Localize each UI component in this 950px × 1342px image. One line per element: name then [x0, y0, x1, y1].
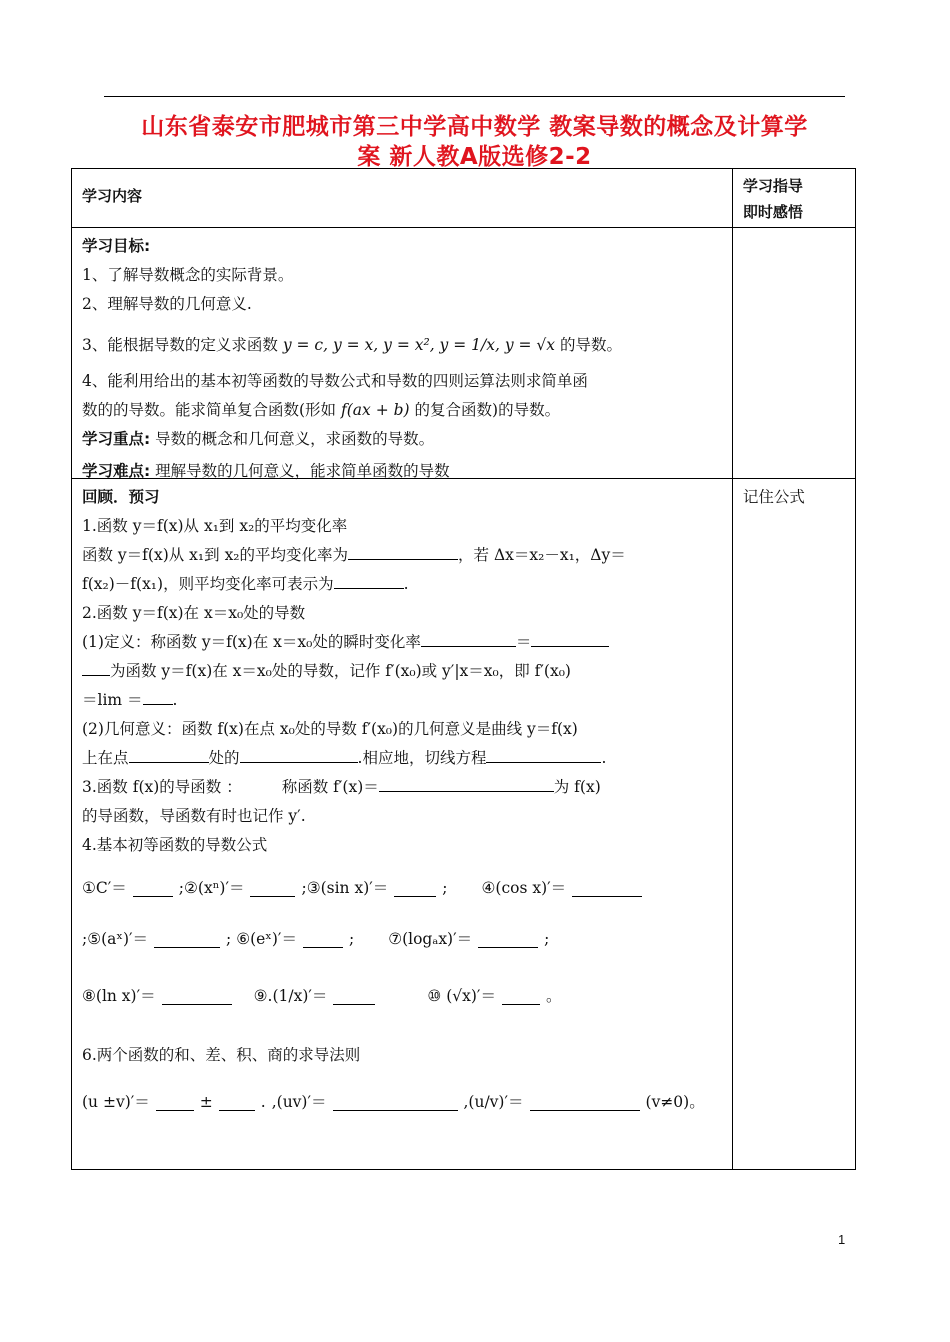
formula-9: ⑨.(1/x)′＝ — [253, 987, 328, 1005]
review-line-9a: 上在点 — [82, 749, 129, 767]
goal-3-prefix: 3、能根据导数的定义求函数 — [82, 336, 278, 354]
goal-4-formula: f(ax + b) — [341, 401, 410, 419]
review-line-7b: . — [172, 691, 178, 709]
review-line-3a: f(x₂)－f(x₁)，则平均变化率可表示为 — [82, 575, 334, 593]
review-line-2b: ，若 Δx＝x₂－x₁，Δy＝ — [458, 546, 626, 564]
review-line-2a: 函数 y＝f(x)从 x₁到 x₂的平均变化率为 — [82, 546, 349, 564]
header-right-line1: 学习指导 — [742, 177, 803, 195]
key-label: 学习重点: — [82, 430, 151, 448]
review-line-2 — [82, 541, 722, 570]
rule-sum-mid: ± — [199, 1093, 213, 1111]
goals-row — [72, 228, 856, 479]
lesson-table — [71, 168, 856, 1170]
goal-2: 2、理解导数的几何意义. — [82, 295, 252, 313]
blank-f1 — [133, 880, 173, 897]
blank-tangent — [486, 746, 601, 763]
review-line-9b: 处的 — [208, 749, 240, 767]
review-line-11: 的导函数，导函数有时也记作 y′. — [82, 807, 306, 825]
blank-rule-product — [333, 1094, 458, 1111]
formula-7-end: ; — [544, 930, 550, 948]
difficulty-text: 理解导数的几何意义，能求简单函数的导数 — [155, 462, 450, 480]
header-rule — [104, 96, 845, 97]
review-line-6 — [82, 657, 722, 686]
formula-row-3 — [82, 982, 722, 1011]
blank-avg-rate — [348, 543, 458, 560]
review-line-4: 2.函数 y＝f(x)在 x＝x₀处的导数 — [82, 604, 306, 622]
review-line-10b: 称函数 f′(x)＝ — [281, 778, 379, 796]
formula-row-1 — [82, 874, 722, 903]
table-header-row — [72, 169, 856, 228]
review-line-6a: 为函数 y＝f(x)在 x＝x₀处的导数，记作 f′(x₀)或 y′|x＝x₀，即 f′(x₀) — [110, 662, 571, 680]
review-line-5b: ＝ — [515, 633, 532, 651]
formula-5: ;⑤(aˣ)′＝ — [82, 930, 149, 948]
blank-limit-cont — [82, 659, 110, 676]
key-text: 导数的概念和几何意义，求函数的导数。 — [155, 430, 435, 448]
review-line-13: 6.两个函数的和、差、积、商的求导法则 — [82, 1046, 361, 1064]
review-cell — [72, 479, 732, 1169]
review-line-10a: 3.函数 f(x)的导函数 ： — [82, 778, 242, 796]
blank-instant-rate — [421, 630, 516, 647]
formula-7: ⑦(logₐx)′＝ — [388, 930, 473, 948]
goals-cell — [72, 228, 732, 478]
review-line-9c: .相应地，切线方程 — [357, 749, 487, 767]
review-note: 记住公式 — [742, 488, 805, 506]
rule-sum: (u ±v)′＝ — [82, 1093, 150, 1111]
blank-f4 — [572, 880, 642, 897]
blank-limit — [531, 630, 609, 647]
goal-4-line1: 4、能利用给出的基本初等函数的导数公式和导数的四则运算法则求简单函 — [82, 372, 588, 390]
goal-3-formula: y = c, y = x, y = x², y = 1/x, y = √x — [282, 336, 556, 354]
blank-avg-expression — [334, 572, 404, 589]
blank-lim-value — [143, 688, 173, 705]
blank-f3 — [394, 880, 436, 897]
formula-8: ⑧(ln x)′＝ — [82, 987, 156, 1005]
blank-slope — [240, 746, 358, 763]
formula-6: ; ⑥(eˣ)′＝ — [226, 930, 297, 948]
difficulty-label: 学习难点: — [82, 462, 151, 480]
rule-sum-end: . — [260, 1093, 266, 1111]
title-line-1: 山东省泰安市肥城市第三中学高中数学 教案导数的概念及计算学 — [141, 114, 808, 140]
formula-10-end: 。 — [545, 987, 562, 1005]
goal-4-line2 — [82, 396, 722, 425]
review-line-7a: ＝lim ＝ — [82, 691, 143, 709]
review-line-5a: (1)定义：称函数 y＝f(x)在 x＝x₀处的瞬时变化率 — [82, 633, 421, 651]
goal-3-suffix: 的导数。 — [559, 336, 622, 354]
formula-6-end: ; — [348, 930, 355, 948]
goal-4-text-b: 的复合函数)的导数。 — [414, 401, 561, 419]
header-left: 学习内容 — [82, 187, 143, 205]
review-line-8: (2)几何意义：函数 f(x)在点 x₀处的导数 f′(x₀)的几何意义是曲线 y＝f(x) — [82, 720, 578, 738]
formula-3-end: ; — [442, 879, 448, 897]
blank-f7 — [478, 931, 538, 948]
goals-heading: 学习目标: — [82, 237, 151, 255]
review-line-7 — [82, 686, 722, 715]
blank-point — [129, 746, 209, 763]
document-title — [104, 112, 845, 172]
formula-1: ①C′＝ — [82, 879, 127, 897]
formula-row-rules — [82, 1088, 722, 1117]
blank-f9 — [333, 988, 375, 1005]
review-line-10c: 为 f(x) — [553, 778, 601, 796]
formula-row-2 — [82, 925, 722, 954]
goal-4-text-a: 数的的导数。能求简单复合函数(形如 — [82, 401, 337, 419]
review-line-9d: . — [601, 749, 607, 767]
header-right — [733, 169, 855, 227]
formula-3: ;③(sin x)′＝ — [301, 879, 389, 897]
blank-f6 — [303, 931, 343, 948]
review-line-12: 4.基本初等函数的导数公式 — [82, 836, 268, 854]
key-point — [82, 425, 722, 454]
goal-1: 1、了解导数概念的实际背景。 — [82, 266, 294, 284]
review-heading: 回顾．预习 — [82, 488, 160, 506]
review-line-3b: . — [403, 575, 409, 593]
goal-3 — [82, 327, 722, 363]
review-line-10 — [82, 773, 722, 802]
page-number: 1 — [838, 1232, 846, 1247]
review-line-1: 1.函数 y＝f(x)从 x₁到 x₂的平均变化率 — [82, 517, 348, 535]
rule-quotient-end: (v≠0)。 — [645, 1093, 705, 1111]
rule-product: ,(uv)′＝ — [271, 1093, 327, 1111]
blank-f5 — [154, 931, 220, 948]
review-line-9 — [82, 744, 722, 773]
review-line-3 — [82, 570, 722, 599]
rule-quotient: ,(u/v)′＝ — [463, 1093, 524, 1111]
formula-2: ;②(xⁿ)′＝ — [178, 879, 245, 897]
blank-derivative-fn — [379, 775, 554, 792]
blank-f10 — [502, 988, 540, 1005]
review-row — [72, 479, 856, 1170]
formula-4: ④(cos x)′＝ — [481, 879, 567, 897]
title-line-2: 案 新人教A版选修2-2 — [357, 144, 592, 170]
formula-10: ⑩ (√x)′＝ — [427, 987, 496, 1005]
blank-f8 — [162, 988, 232, 1005]
header-right-line2: 即时感悟 — [742, 203, 803, 221]
blank-rule-quotient — [530, 1094, 640, 1111]
blank-rule-sum-2 — [219, 1094, 255, 1111]
blank-rule-sum-1 — [156, 1094, 194, 1111]
blank-f2 — [250, 880, 295, 897]
review-line-5 — [82, 628, 722, 657]
